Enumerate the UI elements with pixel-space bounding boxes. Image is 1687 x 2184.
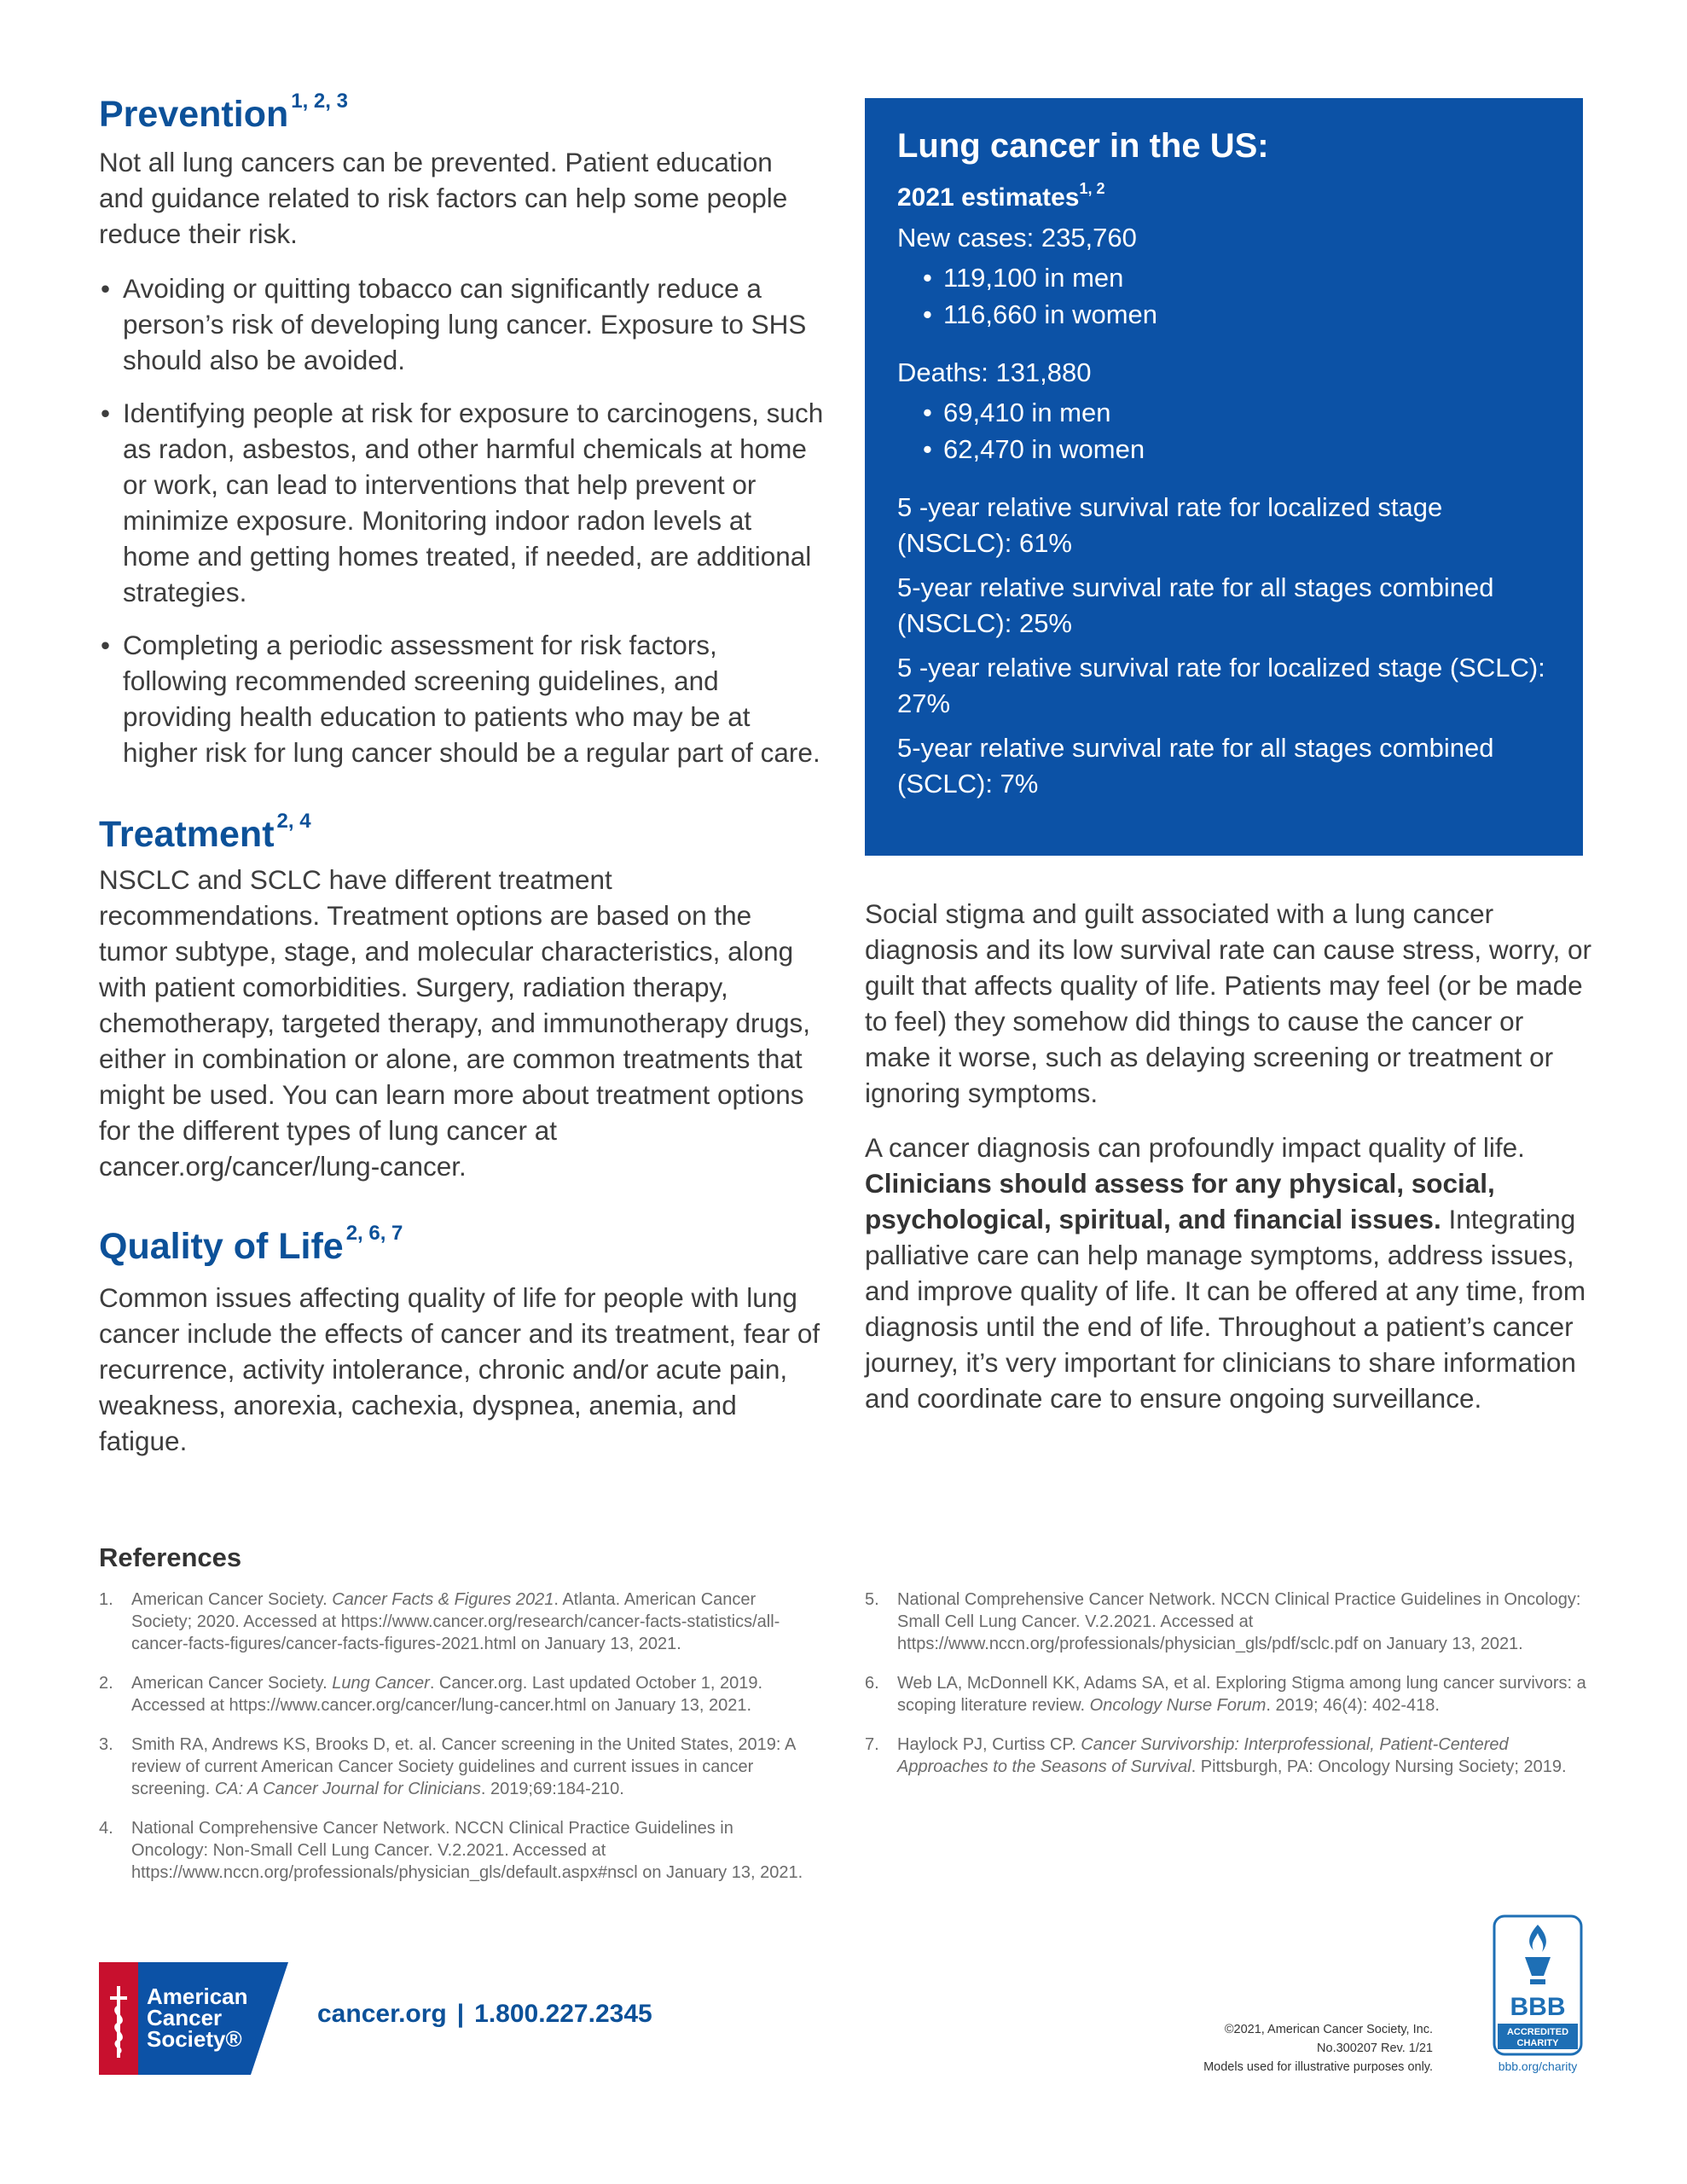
svg-text:BBB: BBB [1510, 1993, 1566, 2021]
deaths: Deaths: 131,880 [897, 357, 1092, 387]
phone-link[interactable]: 1.800.227.2345 [474, 2000, 652, 2028]
survival-stat: 5-year relative survival rate for all stages combined (SCLC): 7% [897, 733, 1494, 799]
reference-item: 4. National Comprehensive Cancer Network. NCCN Clinical Practice Guidelines in Oncology: Non-Small Cell Lung Cancer. V.2.2021. Accessed at https://www.nccn.org/professionals/physician_gls/default.aspx#nscl on January 13, 2021. [99, 1819, 803, 1882]
prevention-intro: Not all lung cancers can be prevented. Patient education and guidance related to risk factors can help some people reduce their risk. [99, 146, 788, 249]
stats-box [865, 98, 1583, 856]
logo-wordmark: American Cancer Society® [147, 1984, 248, 2052]
survival-stat: 5 -year relative survival rate for localized stage (SCLC): 27% [897, 653, 1545, 718]
svg-text:ACCREDITED: ACCREDITED [1506, 2027, 1569, 2037]
reference-item: 3. Smith RA, Andrews KS, Brooks D, et. al. Cancer screening in the United States, 2019: A review of current American Cancer Society guidelines and current issues in cancer screening. CA: A Cancer Journal for Clinicians. 2019;69:184-210. [99, 1735, 796, 1798]
bbb-seal[interactable] [1493, 1914, 1583, 2056]
left-column [99, 90, 824, 1459]
bbb-link[interactable]: bbb.org/charity [1498, 2059, 1578, 2073]
survival-stat: 5 -year relative survival rate for localized stage (NSCLC): 61% [897, 492, 1443, 558]
prevention-list [99, 270, 824, 770]
reference-item: 5. National Comprehensive Cancer Network. NCCN Clinical Practice Guidelines in Oncology: Small Cell Lung Cancer. V.2.2021. Accessed at https://www.nccn.org/professionals/physician_gls/pdf/sclc.pdf on January 13, 2021. [865, 1590, 1581, 1653]
list-item: • 69,410 in men [897, 394, 1551, 431]
svg-text:CHARITY: CHARITY [1516, 2038, 1559, 2048]
deaths-list [897, 394, 1551, 468]
list-item: • 119,100 in men [897, 259, 1551, 296]
reference-item: 6. Web LA, McDonnell KK, Adams SA, et al. Exploring Stigma among lung cancer survivors: a scoping literature review. Oncology Nurse Forum. 2019; 46(4): 402-418. [865, 1674, 1586, 1715]
references-heading: References [99, 1542, 242, 1572]
list-item: • 116,660 in women [897, 296, 1551, 333]
reference-item: 2. American Cancer Society. Lung Cancer. Cancer.org. Last updated October 1, 2019. Accessed at https://www.cancer.org/cancer/lung-cancer.html on January 13, 2021. [99, 1674, 763, 1715]
list-item: • Identifying people at risk for exposure to carcinogens, such as radon, asbestos, and other harmful chemicals at home or work, can lead to interventions that help prevent or minimize exposure. Monitoring indoor radon levels at home and getting homes treated, if needed, are additional strategies. [99, 395, 824, 610]
copyright: ©2021, American Cancer Society, Inc. No.300207 Rev. 1/21 Models used for illustrative purposes only. [1203, 2023, 1433, 2074]
references-right [865, 1589, 1590, 1795]
reference-item: 7. Haylock PJ, Curtiss CP. Cancer Survivorship: Interprofessional, Patient-Centered Approaches to the Seasons of Survival. Pittsburgh, PA: Oncology Nursing Society; 2019. [865, 1735, 1567, 1776]
stats-box-title: Lung cancer in the US: [897, 127, 1269, 165]
references-left [99, 1589, 811, 1901]
prevention-heading: Prevention $^{1, 2, 3}$ [99, 90, 348, 135]
list-item: • Completing a periodic assessment for risk factors, following recommended screening guidelines, and providing health education to patients who may be at higher risk for lung cancer should be a regular part of care. [99, 627, 824, 770]
treatment-text: NSCLC and SCLC have different treatment recommendations. Treatment options are based on the tumor subtype, stage, and molecular characteristics, along with patient comorbidities. Surgery, radiation therapy, chemotherapy, targeted therapy, and immunotherapy drugs, either in combination or alone, are common treatments that might be used. You can learn more about treatment options for the different types of lung cancer at cancer.org/cancer/lung-cancer. [99, 864, 811, 1182]
new-cases: New cases: 235,760 [897, 223, 1137, 253]
treatment-heading: Treatment $^{2, 4}$ [99, 809, 311, 855]
quality-text: Common issues affecting quality of life for people with lung cancer include the effects of cancer and its treatment, fear of recurrence, activity intolerance, chronic and/or acute pain, weakness, anorexia, cachexia, dyspnea, anemia, and fatigue. [99, 1281, 820, 1456]
survival-stat: 5-year relative survival rate for all stages combined (NSCLC): 25% [897, 572, 1494, 638]
quality-heading: Quality of Life $^{2, 6, 7}$ [99, 1222, 403, 1268]
stigma-paragraph: Social stigma and guilt associated with a lung cancer diagnosis and its low survival rate can cause stress, worry, or guilt that affects quality of life. Patients may feel (or be made to feel) they somehow did things to cause the cancer or make it worse, such as delaying screening or treatment or ignoring symptoms. [865, 898, 1592, 1108]
right-column [865, 896, 1591, 1416]
website-link[interactable]: cancer.org [317, 2000, 447, 2028]
new-cases-list [897, 259, 1551, 333]
contact-info: cancer.org | 1.800.227.2345 [317, 2000, 652, 2028]
list-item: • 62,470 in women [897, 431, 1551, 468]
reference-item: 1. American Cancer Society. Cancer Facts & Figures 2021. Atlanta. American Cancer Society; 2020. Accessed at https://www.cancer.org/research/cancer-facts-statistics/all-cancer-facts-figures/cancer-facts-figures-2021.html on January 13, 2021. [99, 1590, 780, 1653]
stats-box-subtitle: 2021 estimates$^{1, 2}$ [897, 180, 1105, 212]
list-item: • Avoiding or quitting tobacco can significantly reduce a person’s risk of developing lung cancer. Exposure to SHS should also be avoided. [99, 270, 824, 378]
clinicians-paragraph: A cancer diagnosis can profoundly impact quality of life. Clinicians should assess for any physical, social, psychological, spiritual, and financial issues. Integrating palliative care can help manage symptoms, address issues, and improve quality of life. It can be offered at any time, from diagnosis until the end of life. Throughout a patient’s cancer journey, it’s very important for clinicians to share information and coordinate care to ensure ongoing surveillance. [865, 1132, 1586, 1414]
